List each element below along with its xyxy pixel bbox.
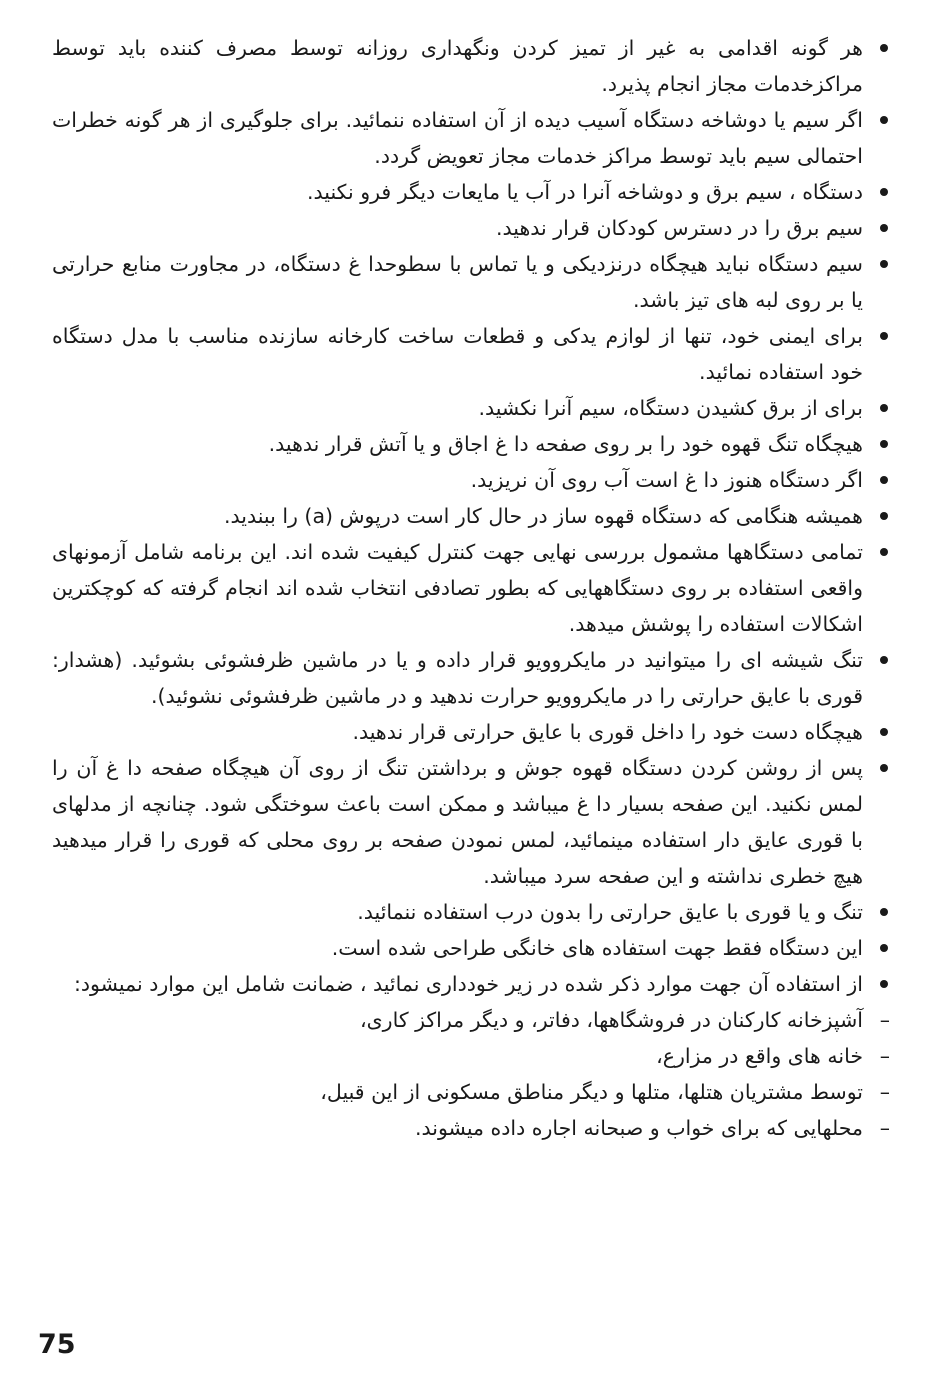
list-item: دستگاه ، سیم برق و دوشاخه آنرا در آب یا مایعات دیگر فرو نکنید. bbox=[52, 174, 890, 210]
list-item: تنگ و یا قوری با عایق حرارتی را بدون درب استفاده ننمائید. bbox=[52, 894, 890, 930]
list-item: اگر دستگاه هنوز دا غ است آب روی آن نریزید. bbox=[52, 462, 890, 498]
sub-list-item: – آشپزخانه کارکنان در فروشگاهها، دفاتر، و دیگر مراکز کاری، bbox=[52, 1002, 890, 1038]
sub-list-item: – محلهایی که برای خواب و صبحانه اجاره داده میشوند. bbox=[52, 1110, 890, 1146]
list-item: تمامی دستگاهها مشمول بررسی نهایی جهت کنترل کیفیت شده اند. این برنامه شامل آزمونهای واقعی استفاده بر روی دستگاههایی که بطور تصادفی انتخاب شده اند انجام گرفته که کوچکترین اشکالات استفاده را پوشش میدهد. bbox=[52, 534, 890, 642]
list-item: تنگ شیشه ای را میتوانید در مایکروویو قرار داده و یا در ماشین ظرفشوئی بشوئید. (هشدار: قوری با عایق حرارتی را در مایکروویو حرارت ندهید و در ماشین ظرفشوئی نشوئید). bbox=[52, 642, 890, 714]
list-item: هیچگاه تنگ قهوه خود را بر روی صفحه دا غ اجاق و یا آتش قرار ندهید. bbox=[52, 426, 890, 462]
page-number: 75 bbox=[38, 1329, 76, 1360]
list-item: برای از برق کشیدن دستگاه، سیم آنرا نکشید. bbox=[52, 390, 890, 426]
list-item: سیم دستگاه نباید هیچگاه درنزدیکی و یا تماس با سطوحدا غ دستگاه، در مجاورت منابع حرارتی یا بر روی لبه های تیز باشد. bbox=[52, 246, 890, 318]
list-item: هیچگاه دست خود را داخل قوری با عایق حرارتی قرار ندهید. bbox=[52, 714, 890, 750]
document-body bbox=[52, 30, 890, 1146]
list-item: هر گونه اقدامی به غیر از تمیز کردن ونگهداری روزانه توسط مصرف کننده باید توسط مراکزخدمات مجاز انجام پذیرد. bbox=[52, 30, 890, 102]
excluded-uses-list bbox=[52, 1002, 890, 1146]
list-item: اگر سیم یا دوشاخه دستگاه آسیب دیده از آن استفاده ننمائید. برای جلوگیری از هر گونه خطرات احتمالی سیم باید توسط مراکز خدمات مجاز تعویض گردد. bbox=[52, 102, 890, 174]
list-item: سیم برق را در دسترس کودکان قرار ندهید. bbox=[52, 210, 890, 246]
safety-instructions-list bbox=[52, 30, 890, 1002]
list-item: پس از روشن کردن دستگاه قهوه جوش و برداشتن تنگ از روی آن هیچگاه صفحه دا غ آن را لمس نکنید. این صفحه بسیار دا غ میباشد و ممکن است باعث سوختگی شود. چنانچه از مدلهای با قوری عایق دار استفاده مینمائید، لمس نمودن صفحه بر روی محلی که قوری را قرار میدهید هیچ خطری نداشته و این صفحه سرد میباشد. bbox=[52, 750, 890, 894]
list-item: از استفاده آن جهت موارد ذکر شده در زیر خودداری نمائید ، ضمانت شامل این موارد نمیشود: bbox=[52, 966, 890, 1002]
sub-list-item: – توسط مشتریان هتلها، متلها و دیگر مناطق مسکونی از این قبیل، bbox=[52, 1074, 890, 1110]
sub-list-item: – خانه های واقع در مزارع، bbox=[52, 1038, 890, 1074]
list-item: این دستگاه فقط جهت استفاده های خانگی طراحی شده است. bbox=[52, 930, 890, 966]
list-item: همیشه هنگامی که دستگاه قهوه ساز در حال کار است درپوش (a) را ببندید. bbox=[52, 498, 890, 534]
list-item: برای ایمنی خود، تنها از لوازم یدکی و قطعات ساخت کارخانه سازنده مناسب با مدل دستگاه خود استفاده نمائید. bbox=[52, 318, 890, 390]
